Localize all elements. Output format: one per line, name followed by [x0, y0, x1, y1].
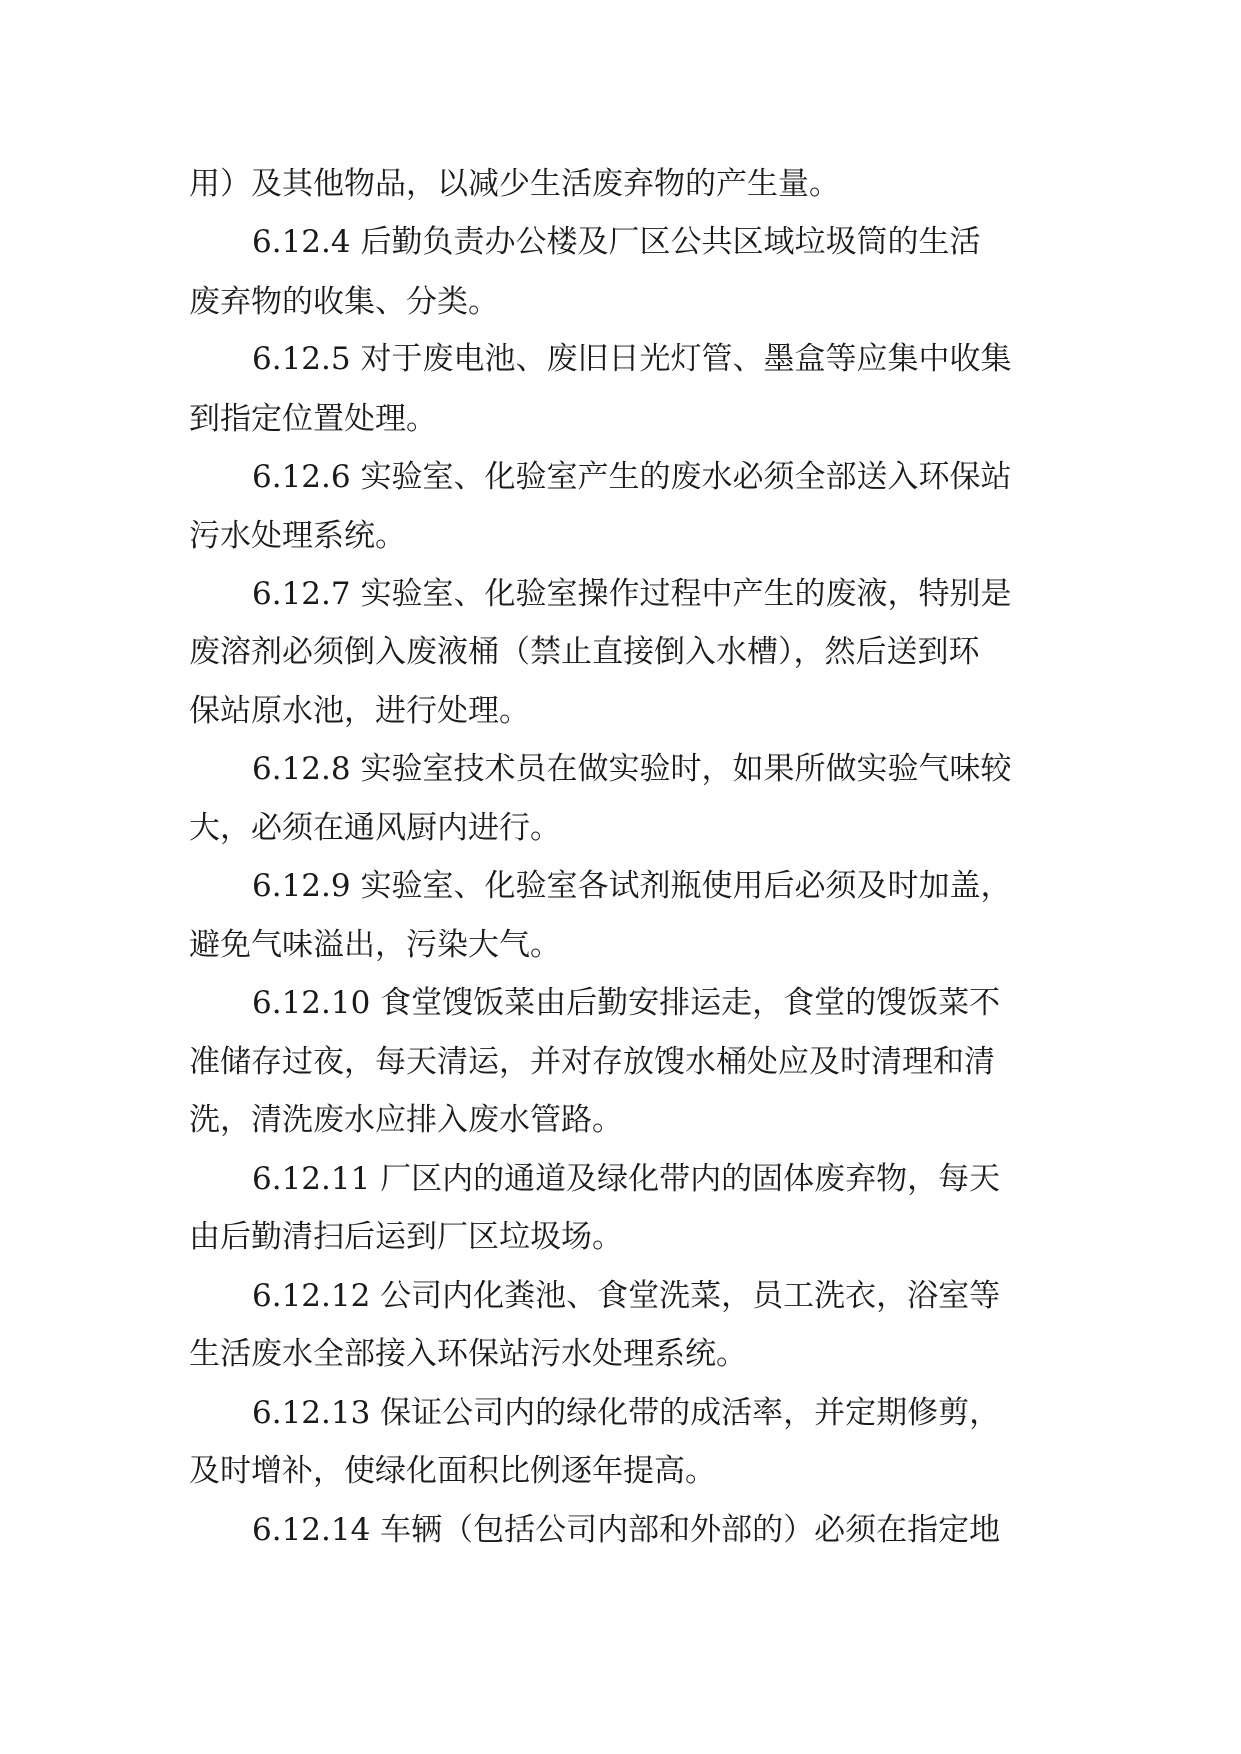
text-line: 到指定位置处理。 — [189, 401, 437, 437]
text-line: 大，必须在通风厨内进行。 — [189, 810, 561, 846]
text-line: 及时增补，使绿化面积比例逐年提高。 — [189, 1453, 716, 1489]
text-line: 准储存过夜，每天清运，并对存放馊水桶处应及时清理和清 — [189, 1044, 995, 1080]
text-line: 废弃物的收集、分类。 — [189, 284, 499, 320]
clause-6-12-13: 6.12.13 保证公司内的绿化带的成活率，并定期修剪， — [252, 1395, 1001, 1431]
clause-6-12-5: 6.12.5 对于废电池、废旧日光灯管、墨盒等应集中收集 — [252, 341, 1012, 377]
clause-6-12-6: 6.12.6 实验室、化验室产生的废水必须全部送入环保站 — [252, 459, 1012, 495]
text-line: 由后勤清扫后运到厂区垃圾场。 — [189, 1219, 623, 1255]
text-line: 洗，清洗废水应排入废水管路。 — [189, 1102, 623, 1138]
text-line: 污水处理系统。 — [189, 518, 406, 554]
clause-6-12-10: 6.12.10 食堂馊饭菜由后勤安排运走，食堂的馊饭菜不 — [252, 985, 1001, 1021]
text-line: 生活废水全部接入环保站污水处理系统。 — [189, 1336, 747, 1372]
text-line: 保站原水池，进行处理。 — [189, 693, 530, 729]
text-line: 废溶剂必须倒入废液桶（禁止直接倒入水槽），然后送到环 — [189, 634, 980, 670]
clause-6-12-8: 6.12.8 实验室技术员在做实验时，如果所做实验气味较 — [252, 751, 1012, 787]
clause-6-12-4: 6.12.4 后勤负责办公楼及厂区公共区域垃圾筒的生活 — [252, 224, 981, 260]
text-line: 避免气味溢出，污染大气。 — [189, 927, 561, 963]
clause-6-12-7: 6.12.7 实验室、化验室操作过程中产生的废液，特别是 — [252, 576, 1012, 612]
clause-6-12-12: 6.12.12 公司内化粪池、食堂洗菜，员工洗衣，浴室等 — [252, 1278, 1001, 1314]
text-line: 用）及其他物品，以减少生活废弃物的产生量。 — [189, 166, 840, 202]
clause-6-12-14: 6.12.14 车辆（包括公司内部和外部的）必须在指定地 — [252, 1512, 1001, 1548]
clause-6-12-11: 6.12.11 厂区内的通道及绿化带内的固体废弃物，每天 — [252, 1161, 1001, 1197]
clause-6-12-9: 6.12.9 实验室、化验室各试剂瓶使用后必须及时加盖， — [252, 868, 1012, 904]
